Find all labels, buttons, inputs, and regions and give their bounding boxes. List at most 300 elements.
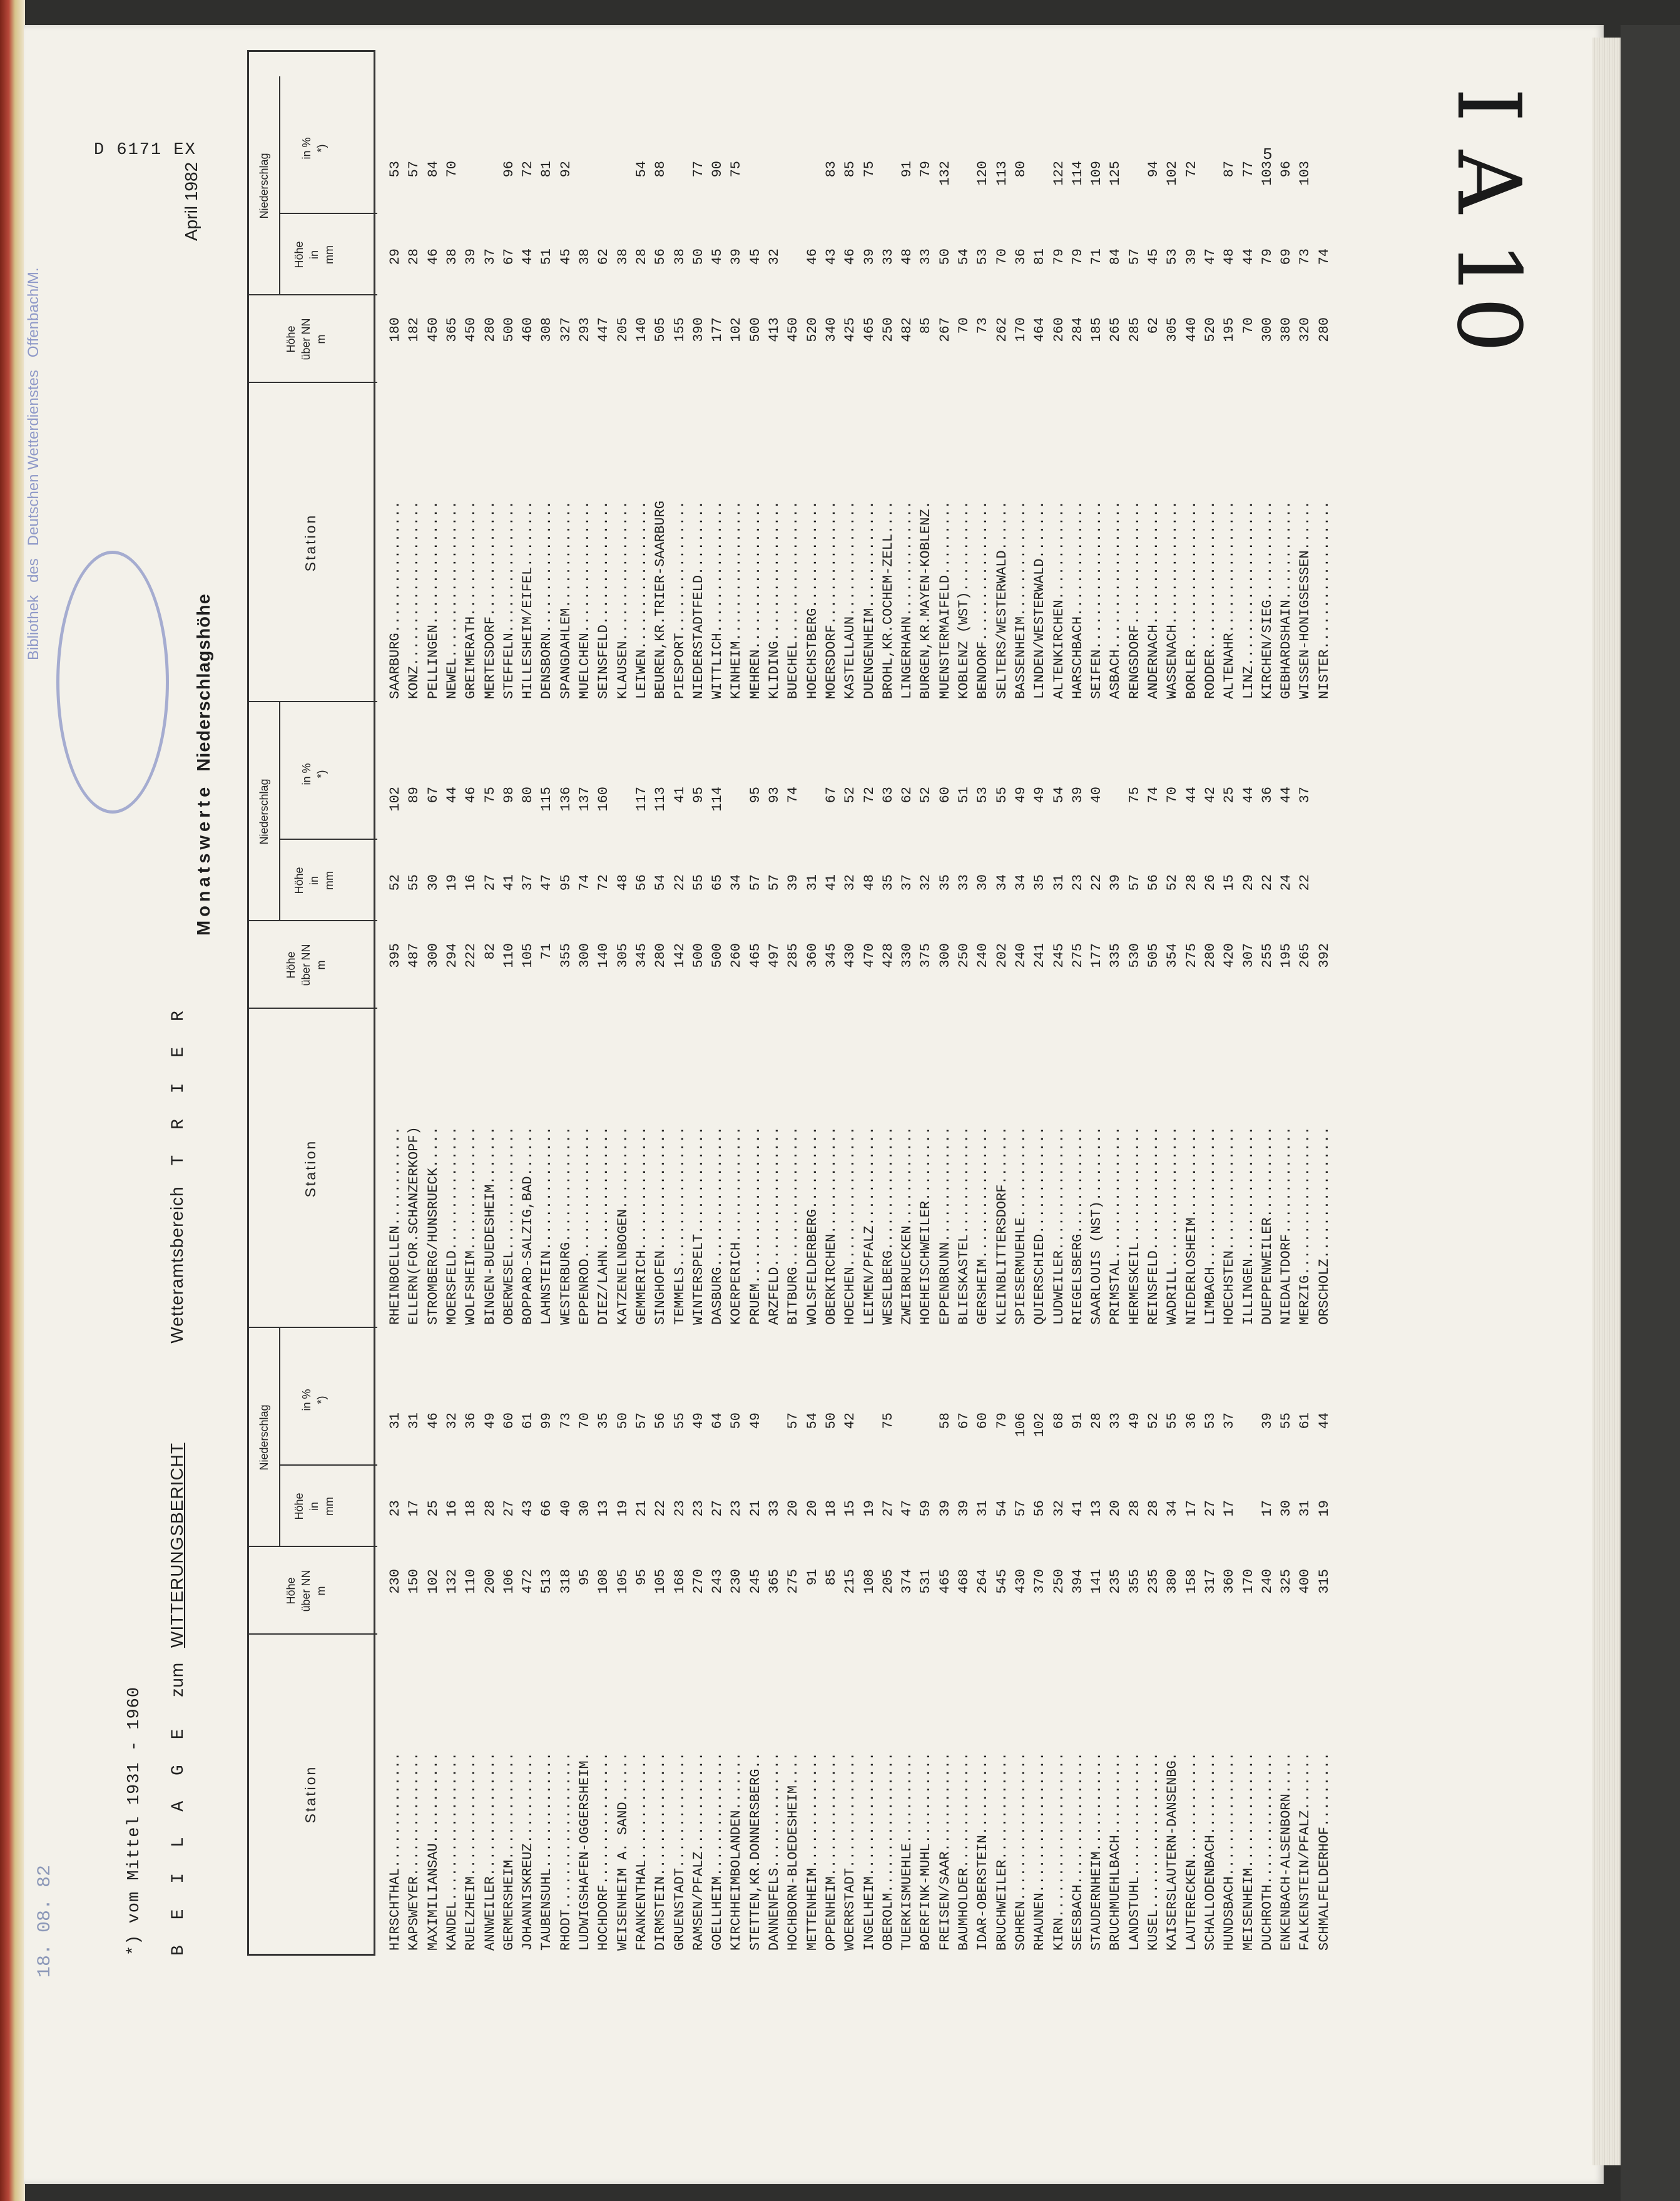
station-name: LUDWEILER............... [1051,1126,1067,1325]
table-row [1031,1335,1049,1951]
mm-header: Höhe in mm [293,241,335,268]
precip-mm-value: 40 [557,1500,574,1517]
precip-mm-value: 39 [956,1500,972,1517]
table-row [1240,1335,1258,1951]
table-row [708,1335,727,1951]
station-name: INGELHEIM............... [861,1752,877,1951]
elevation-value: 520 [1202,317,1218,342]
elevation-value: 95 [633,1569,649,1586]
precip-pct-value: 42 [842,1412,858,1429]
precip-mm-value: 44 [520,248,536,265]
precip-pct-value: 44 [1240,787,1256,804]
precip-mm-value: 57 [1126,874,1143,891]
station-name: HOEHEISCHWEILER......... [918,1126,934,1325]
precip-mm-value: 27 [501,1500,517,1517]
station-name: KANDEL.................. [444,1752,460,1951]
date-stamp: 18. 08. 82 [34,1864,56,1978]
station-name: WASSENACH............... [1164,501,1181,699]
station-name: KINHEIM................. [728,501,745,699]
station-name: MOERSFELD............... [444,1126,460,1325]
elevation-value: 360 [804,943,820,968]
table-row [462,709,481,1325]
library-stamp-text: Bibliothek des Deutschen Wetterdienstes Offenbach/M. [25,267,42,660]
station-name: HERMESKEIL.............. [1126,1126,1143,1325]
elevation-value: 360 [1221,1569,1238,1594]
niederschlag-rule [279,1328,280,1547]
elevation-value: 185 [1089,317,1105,342]
elevation-value: 105 [614,1569,631,1594]
station-name: ORSCHOLZ................ [1316,1126,1332,1325]
elevation-value: 270 [690,1569,706,1594]
precip-mm-value: 57 [747,874,763,891]
elevation-value: 168 [671,1569,688,1594]
station-name: STEFFELN................ [501,501,517,699]
table-row [1163,709,1182,1325]
station-name: WITTLICH................ [710,501,726,699]
station-name: WOLFSHEIM............... [463,1126,479,1325]
precip-mm-value: 34 [1012,874,1029,891]
page-stack-edge [1592,38,1621,2165]
station-name: MAXIMILIANSAU........... [425,1752,441,1951]
table-row [519,83,537,699]
elevation-value: 245 [747,1569,763,1594]
pct-header: in % *) [300,763,328,785]
table-row [993,1335,1012,1951]
table-row [1069,709,1087,1325]
precip-mm-value: 37 [520,874,536,891]
station-name: WOLSFELDERBERG.......... [804,1126,820,1325]
precip-mm-value: 17 [1221,1500,1238,1517]
precip-pct-value: 61 [520,1412,536,1429]
precip-mm-value: 17 [1259,1500,1275,1517]
table-row [1296,1335,1315,1951]
station-name: STAUDERNHEIM............ [1089,1752,1105,1951]
elevation-value: 215 [842,1569,858,1594]
table-row [633,83,651,699]
station-header: Station [302,1765,318,1824]
table-row [898,709,917,1325]
precip-pct-value: 75 [1126,787,1143,804]
station-name: ANNWEILER............... [482,1752,498,1951]
precip-pct-value: 91 [899,161,915,178]
elevation-value: 275 [1183,943,1199,968]
table-row [765,1335,784,1951]
table-row [1201,1335,1220,1951]
precip-mm-value: 13 [1089,1500,1105,1517]
station-name: BUECHEL................. [785,501,802,699]
precip-pct-value: 84 [425,161,441,178]
elevation-value: 420 [1221,943,1238,968]
elevation-value: 202 [994,943,1010,968]
precip-mm-value: 16 [444,1500,460,1517]
elevation-value: 230 [728,1569,745,1594]
precip-pct-value: 54 [1051,787,1067,804]
precip-pct-value: 50 [614,1412,631,1429]
station-name: IDAR-OBERSTEIN.......... [975,1752,991,1951]
table-row [1050,83,1069,699]
station-name: LIMBACH................. [1202,1126,1218,1325]
precipitation-table [247,50,1339,1956]
table-row [803,83,822,699]
table-row [746,709,765,1325]
precip-pct-value: 94 [1146,161,1161,178]
table-row [462,83,481,699]
precip-mm-value: 53 [1164,248,1181,265]
elevation-value: 380 [1164,1569,1181,1594]
station-name: ELLERN(FOR.SCHANZERKOPF) [406,1126,422,1325]
table-row [1315,1335,1334,1951]
table-row [955,1335,974,1951]
table-row [424,709,443,1325]
precip-pct-value: 115 [539,787,555,812]
precip-pct-value: 75 [482,787,498,804]
precip-mm-value: 79 [1259,248,1275,265]
precip-mm-value: 41 [823,874,839,891]
station-name: LUDWIGSHAFEN-OGGERSHEIM. [577,1752,593,1951]
precip-mm-value: 46 [425,248,441,265]
station-name: LAHNSTEIN............... [539,1126,555,1325]
precip-pct-value: 91 [1069,1412,1086,1429]
table-row [1183,83,1201,699]
elevation-value: 170 [1012,317,1029,342]
precip-mm-value: 48 [1221,248,1238,265]
precip-mm-value: 73 [1297,248,1313,265]
precip-mm-value: 57 [1126,248,1143,265]
station-name: ILLINGEN................ [1240,1126,1256,1325]
elevation-value: 327 [557,317,574,342]
table-row [633,709,651,1325]
table-row [955,709,974,1325]
precip-pct-value: 122 [1051,161,1067,186]
precip-mm-value: 84 [1107,248,1124,265]
station-name: WEISENHEIM A. SAND...... [614,1752,631,1951]
precip-pct-value: 56 [653,1412,669,1429]
precip-mm-value: 47 [1202,248,1218,265]
elevation-value: 108 [861,1569,877,1594]
elevation-value: 275 [1069,943,1086,968]
table-row [1144,83,1163,699]
station-name: KASTELLAUN.............. [842,501,858,699]
precip-mm-value: 30 [425,874,441,891]
elevation-value: 500 [710,943,726,968]
station-name: BROHL,KR.COCHEM-ZELL.... [880,501,896,699]
precip-pct-value: 113 [994,161,1010,186]
precip-mm-value: 29 [1240,874,1256,891]
hoehe-nn-header: Höhe über NN m [285,1570,327,1612]
precip-mm-value: 22 [1089,874,1105,891]
elevation-value: 280 [1202,943,1218,968]
elevation-value: 370 [1032,1569,1048,1594]
precip-mm-value: 23 [671,1500,688,1517]
elevation-value: 428 [880,943,896,968]
precip-pct-value: 49 [1012,787,1029,804]
precip-mm-value: 31 [1051,874,1067,891]
precip-mm-value: 39 [785,874,802,891]
table-row [803,1335,822,1951]
precip-pct-value: 50 [823,1412,839,1429]
station-name: HOCHBORN-BLOEDESHEIM.... [785,1752,802,1951]
precip-pct-value: 114 [1069,161,1086,186]
precip-pct-value: 49 [690,1412,706,1429]
precip-mm-value: 67 [501,248,517,265]
elevation-value: 265 [1107,317,1124,342]
precip-pct-value: 32 [444,1412,460,1429]
station-name: GERSHEIM................ [975,1126,991,1325]
table-row [1240,709,1258,1325]
table-row [1220,83,1239,699]
station-name: BAUMHOLDER.............. [956,1752,972,1951]
table-row [879,1335,898,1951]
precip-mm-value: 48 [861,874,877,891]
elevation-value: 300 [577,943,593,968]
precip-mm-value: 21 [633,1500,649,1517]
elevation-value: 530 [1126,943,1143,968]
elevation-value: 105 [520,943,536,968]
elevation-value: 487 [406,943,422,968]
precip-mm-value: 35 [937,874,953,891]
elevation-value: 150 [406,1569,422,1594]
table-row [727,1335,746,1951]
elevation-value: 317 [1202,1569,1218,1594]
precip-pct-value: 28 [1089,1412,1105,1429]
station-name: BINGEN-BUEDESHEIM....... [482,1126,498,1325]
precip-mm-value: 39 [937,1500,953,1517]
table-row [1087,709,1106,1325]
elevation-value: 275 [785,1569,802,1594]
precip-pct-value: 103 [1259,161,1275,186]
elevation-value: 85 [823,1569,839,1586]
book-shadow [1621,25,1680,2201]
table-row [1144,1335,1163,1951]
station-name: SCHALLODENBACH.......... [1202,1752,1218,1951]
table-row [690,1335,708,1951]
table-row [405,709,424,1325]
station-name: RUELZHEIM............... [463,1752,479,1951]
elevation-value: 430 [842,943,858,968]
table-row [1258,1335,1277,1951]
elevation-value: 102 [728,317,745,342]
precip-mm-value: 18 [823,1500,839,1517]
hoehe-nn-header: Höhe über NN m [285,318,327,360]
precip-mm-value: 52 [1164,874,1181,891]
precip-pct-value: 92 [557,161,574,178]
table-row [537,709,556,1325]
precip-mm-value: 71 [1089,248,1105,265]
beilage-label: B E I L A G E [169,1721,188,1956]
station-name: SAARBURG................ [387,501,403,699]
precip-pct-value: 72 [1183,161,1199,178]
report-title: WITTERUNGSBERICHT [167,1443,186,1648]
table-row [822,709,841,1325]
station-name: RODDER.................. [1202,501,1218,699]
station-name: KUSEL................... [1146,1752,1161,1951]
elevation-value: 141 [1089,1569,1105,1594]
precip-pct-value: 67 [823,787,839,804]
precip-pct-value: 90 [710,161,726,178]
table-row [708,709,727,1325]
elevation-value: 465 [861,317,877,342]
station-name: KONZ.................... [406,501,422,699]
precip-pct-value: 93 [766,787,782,804]
table-row [917,1335,935,1951]
table-row [1277,1335,1296,1951]
precip-pct-value: 113 [653,787,669,812]
table-row [1183,709,1201,1325]
station-name: DUCHROTH................ [1259,1752,1275,1951]
elevation-value: 195 [1278,943,1295,968]
elevation-value: 200 [482,1569,498,1594]
station-name: WISSEN-HONIGSESSEN...... [1297,501,1313,699]
elevation-value: 531 [918,1569,934,1594]
precip-mm-value: 51 [539,248,555,265]
table-row [386,1335,405,1951]
precip-mm-value: 27 [710,1500,726,1517]
table-row [936,83,955,699]
elevation-value: 280 [653,943,669,968]
precip-mm-value: 32 [842,874,858,891]
precip-pct-value: 37 [1221,1412,1238,1429]
precip-mm-value: 50 [690,248,706,265]
table-row [443,83,462,699]
station-name: NIEDERSTADTFELD......... [690,501,706,699]
precip-mm-value: 31 [1297,1500,1313,1517]
precip-pct-value: 36 [1183,1412,1199,1429]
precip-pct-value: 53 [975,787,991,804]
station-name: ALTENKIRCHEN............ [1051,501,1067,699]
station-name: KATZENELNBOGEN.......... [614,1126,631,1325]
elevation-value: 505 [653,317,669,342]
elevation-value: 447 [596,317,612,342]
precip-pct-value: 68 [1051,1412,1067,1429]
station-name: BRUCHMUEHLBACH.......... [1107,1752,1124,1951]
station-name: SELTERS/WESTERWALD...... [994,501,1010,699]
precip-pct-value: 52 [918,787,934,804]
precip-pct-value: 31 [406,1412,422,1429]
precip-mm-value: 34 [994,874,1010,891]
precip-mm-value: 56 [1032,1500,1048,1517]
table-row [1201,83,1220,699]
station-name: NEWEL................... [444,501,460,699]
precip-pct-value: 75 [728,161,745,178]
elevation-value: 71 [539,943,555,960]
station-name: ZWEIBRUECKEN............ [899,1126,915,1325]
table-row [822,1335,841,1951]
precip-mm-value: 32 [918,874,934,891]
precip-mm-value: 22 [653,1500,669,1517]
elevation-value: 345 [823,943,839,968]
precip-pct-value: 51 [956,787,972,804]
elevation-value: 205 [614,317,631,342]
precip-mm-value: 30 [975,874,991,891]
station-name: HIRSCHTHAL.............. [387,1752,403,1951]
station-name: STETTEN,KR.DONNERSBERG.. [747,1752,763,1951]
precip-pct-value: 70 [577,1412,593,1429]
precip-pct-value: 57 [785,1412,802,1429]
table-row [614,83,633,699]
station-name: SEESBACH................ [1069,1752,1086,1951]
station-name: LAUTERECKEN............. [1183,1752,1199,1951]
precip-mm-value: 38 [577,248,593,265]
elevation-value: 468 [956,1569,972,1594]
table-row [917,83,935,699]
precip-pct-value: 120 [975,161,991,186]
table-row [1183,1335,1201,1951]
table-row [917,709,935,1325]
elevation-value: 262 [994,317,1010,342]
precip-pct-value: 95 [747,787,763,804]
station-name: ASBACH.................. [1107,501,1124,699]
table-row [443,709,462,1325]
table-row [974,83,992,699]
table-row [424,1335,443,1951]
table-row [443,1335,462,1951]
table-row [633,1335,651,1951]
precip-pct-value: 25 [1221,787,1238,804]
precip-mm-value: 95 [557,874,574,891]
elevation-value: 354 [1164,943,1181,968]
precip-mm-value: 18 [463,1500,479,1517]
station-name: MUENSTERMAIFELD......... [937,501,953,699]
book-spine-edge [0,0,25,2201]
table-row [803,709,822,1325]
precip-pct-value: 99 [539,1412,555,1429]
station-name: OBERWESEL............... [501,1126,517,1325]
elevation-value: 142 [671,943,688,968]
elevation-value: 108 [596,1569,612,1594]
precip-pct-value: 117 [633,787,649,812]
table-row [671,83,690,699]
table-row [1296,709,1315,1325]
precip-mm-value: 28 [1126,1500,1143,1517]
precip-pct-value: 77 [1240,161,1256,178]
elevation-value: 195 [1221,317,1238,342]
elevation-value: 180 [387,317,403,342]
precip-pct-value: 58 [937,1412,953,1429]
precip-pct-value: 60 [975,1412,991,1429]
table-row [1240,83,1258,699]
table-row [860,1335,879,1951]
precip-pct-value: 50 [728,1412,745,1429]
elevation-value: 392 [1316,943,1332,968]
precip-mm-value: 43 [520,1500,536,1517]
elevation-value: 240 [975,943,991,968]
station-name: MUELCHEN................ [577,501,593,699]
station-name: KLEINBLITTERSDORF....... [994,1126,1010,1325]
table-row [690,83,708,699]
precip-mm-value: 38 [614,248,631,265]
precip-pct-value: 44 [1183,787,1199,804]
station-name: EPPENROD................ [577,1126,593,1325]
rotated-data-sheet [106,50,1358,1956]
precip-pct-value: 75 [880,1412,896,1429]
precip-mm-value: 74 [577,874,593,891]
precip-mm-value: 25 [425,1500,441,1517]
precip-pct-value: 79 [918,161,934,178]
table-row [1012,1335,1031,1951]
precip-pct-value: 53 [1202,1412,1218,1429]
precip-mm-value: 41 [1069,1500,1086,1517]
office-label: Wetteramtsbereich [167,1186,186,1344]
station-name: LEIMEN/PFALZ............ [861,1126,877,1325]
precip-pct-value: 52 [1146,1412,1161,1429]
table-row [1087,83,1106,699]
precip-pct-value: 61 [1297,1412,1313,1429]
precip-mm-value: 31 [975,1500,991,1517]
precip-pct-value: 55 [1278,1412,1295,1429]
precip-mm-value: 15 [842,1500,858,1517]
precip-pct-value: 109 [1089,161,1105,186]
station-name: KAISERSLAUTERN-DANSENBG. [1164,1752,1181,1951]
